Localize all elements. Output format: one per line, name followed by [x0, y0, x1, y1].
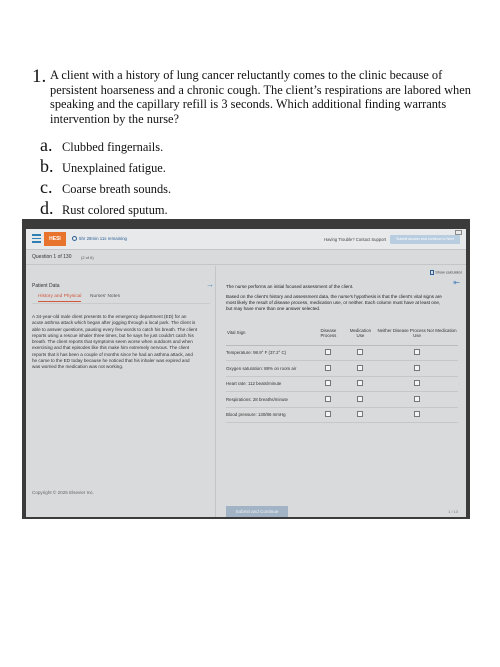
- question-bar: [26, 250, 466, 265]
- instruction-1: The nurse performs an initial focused assessment of the client.: [226, 284, 354, 289]
- page-indicator: 1 / 13: [447, 509, 458, 514]
- option-text: Unexplained fatigue.: [62, 161, 166, 175]
- question-number: 1.: [32, 66, 47, 87]
- checkbox[interactable]: [414, 365, 420, 371]
- exam-screen: [26, 229, 466, 517]
- patient-data-panel: [26, 266, 216, 517]
- patient-data-title: Patient Data: [32, 283, 60, 289]
- checkbox[interactable]: [325, 411, 331, 417]
- clock-icon: [72, 236, 77, 241]
- maximize-icon[interactable]: [455, 230, 462, 235]
- support-link[interactable]: Having Trouble? Contact Support: [324, 237, 386, 242]
- table-row: [226, 345, 458, 361]
- table-row: [226, 361, 458, 377]
- checkbox[interactable]: [357, 396, 363, 402]
- hamburger-menu-icon[interactable]: [32, 234, 41, 243]
- expand-arrow-icon[interactable]: →: [206, 280, 214, 289]
- checkbox[interactable]: [414, 380, 420, 386]
- column-header: Vital Sign: [226, 321, 312, 345]
- checkbox[interactable]: [414, 411, 420, 417]
- option-letter: a.: [40, 135, 53, 155]
- question-subcounter: (2 of 6): [81, 255, 94, 260]
- calculator-button[interactable]: [430, 270, 462, 275]
- hesi-logo: HESI: [44, 232, 66, 246]
- submit-next-button[interactable]: Submit answer and continue to Next: [390, 235, 460, 244]
- exam-screen-photo: [22, 219, 470, 519]
- question-panel: [218, 266, 466, 517]
- checkbox[interactable]: [357, 411, 363, 417]
- checkbox[interactable]: [357, 349, 363, 355]
- vital-signs-matrix: [226, 321, 458, 423]
- answer-options: [40, 136, 340, 220]
- column-header: Neither Disease Process Nor Medication Use: [376, 321, 458, 345]
- question-counter: Question 1 of 130: [32, 254, 72, 260]
- row-label: Temperature: 98.9° F (37.2° C): [226, 345, 312, 361]
- tab-nurses-notes[interactable]: Nurses' Notes: [90, 294, 120, 299]
- question-text: A client with a history of lung cancer reluctantly comes to the clinic because of persistent hoarseness and a chronic cough. The client’s respirations are labored when speaking and the capillary refill is 3 seconds. Which additional finding warrants intervention by the nurse?: [50, 68, 471, 126]
- copyright: Copyright © 2025 Elsevier Inc.: [32, 490, 95, 495]
- row-label: Respirations: 28 breaths/minute: [226, 392, 312, 408]
- checkbox[interactable]: [325, 396, 331, 402]
- option-text: Coarse breath sounds.: [62, 182, 172, 196]
- option-a[interactable]: [40, 136, 340, 157]
- option-text: Rust colored sputum.: [62, 203, 168, 217]
- option-d[interactable]: [40, 199, 340, 220]
- row-label: Blood pressure: 130/86 mmHg: [226, 407, 312, 423]
- table-row: [226, 407, 458, 423]
- calculator-icon: [430, 270, 434, 275]
- column-header: Medication Use: [345, 321, 376, 345]
- instruction-2: Based on the client's history and assessment data, the nurse's hypothesis is that the client's vital signs are most likely the result of disease process, medication use, or neither. Each column must have at least one, but may have more than one answer selected.: [226, 294, 442, 311]
- tab-history-and-physical[interactable]: History and Physical: [38, 294, 81, 302]
- checkbox[interactable]: [357, 365, 363, 371]
- checkbox[interactable]: [414, 349, 420, 355]
- calculator-label: Show calculator: [435, 270, 462, 275]
- checkbox[interactable]: [325, 365, 331, 371]
- row-label: Oxygen saturation: 88% on room air: [226, 361, 312, 377]
- table-row: [226, 376, 458, 392]
- patient-data-tabs: [32, 292, 210, 304]
- table-header-row: [226, 321, 458, 345]
- column-header: Disease Process: [312, 321, 345, 345]
- scenario-text: A 34-year-old male client presents to the emergency department (ED) for an acute asthma attack which began after jogging through a local park. The client is able to answer questions, pausing every few words to catch his breath. The client reports using a rescue inhaler three times, but he says he just couldn't catch his breath. The client reports that symptoms seem worse when outdoors and when exercising and that episodes like this make him extremely nervous. The client reports that it has been a couple of months since he had an asthma attack, and he came to the ED today because he noticed that his inhaler was expired and was worried the medication was not working.: [32, 314, 198, 370]
- option-text: Clubbed fingernails.: [62, 140, 164, 154]
- row-label: Heart rate: 112 beats/minute: [226, 376, 312, 392]
- option-letter: c.: [40, 177, 53, 197]
- option-b[interactable]: [40, 157, 340, 178]
- timer: [72, 236, 127, 241]
- timer-text: 5hr 28min 11s remaining: [79, 236, 127, 241]
- submit-and-continue-button[interactable]: Submit and Continue: [226, 506, 288, 517]
- checkbox[interactable]: [414, 396, 420, 402]
- checkbox[interactable]: [325, 380, 331, 386]
- checkbox[interactable]: [325, 349, 331, 355]
- checkbox[interactable]: [357, 380, 363, 386]
- table-row: [226, 392, 458, 408]
- option-letter: b.: [40, 156, 54, 176]
- option-letter: d.: [40, 198, 54, 218]
- option-c[interactable]: [40, 178, 340, 199]
- collapse-arrow-icon[interactable]: ⇤: [453, 278, 460, 287]
- top-bar: [26, 229, 466, 250]
